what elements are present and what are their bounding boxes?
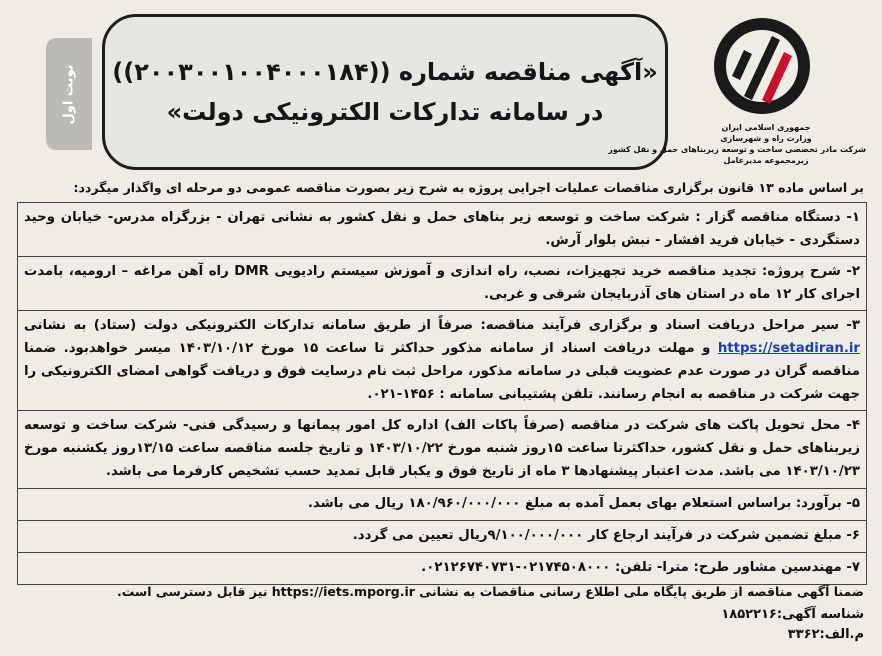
- round-badge-text: نوبت اول: [61, 63, 77, 125]
- org-line: وزارت راه و شهرسازی: [720, 134, 812, 143]
- notice-header: [30, 8, 866, 168]
- item-project-description: ۲- شرح پروژه: تجدید مناقصه خرید تجهیزات، نصب، راه اندازی و آموزش سیستم رادیویی DMR راه آهن مراغه – ارومیه، بامدت اجرای کار ۱۲ ماه در استان های آذربایجان شرقی و غربی.: [18, 257, 866, 311]
- org-line: جمهوری اسلامی ایران: [721, 123, 811, 132]
- notice-title-line2: در سامانه تدارکات الکترونیکی دولت»: [166, 98, 604, 126]
- notice-id: شناسه آگهی:۱۸۵۲۲۱۶: [721, 607, 864, 622]
- organization-lines: [608, 122, 866, 166]
- item-3-text-b: و مهلت دریافت اسناد از سامانه مذکور حداکثر تا ساعت ۱۵ مورخ ۱۴۰۳/۱۰/۱۲ میسر خواهدبود. ضمنا مناقصه گران در صورت عدم عضویت قبلی در سامانه مذکور، مراحل ثبت نام درسایت فوق و دریافت گواهی امضای الکترونیکی را جهت شرکت در مناقصه به انجام رسانند. تلفن پشتیبانی سامانه : ۱۴۵۶-۰۲۱.: [24, 341, 860, 402]
- intro-text: بر اساس ماده ۱۳ قانون برگزاری مناقصات عملیات اجرایی پروژه به شرح زیر بصورت مناقصه عمومی دو مرحله ای واگذار میگردد:: [73, 180, 864, 195]
- item-document-process: [18, 311, 866, 411]
- item-delivery-location: ۴- محل تحویل پاکت های شرکت در مناقصه (صرفاً پاکات الف) اداره کل امور پیمانها و رسیدگی فنی- شرکت ساخت و توسعه زیربناهای حمل و نقل کشور، حداکثرتا ساعت ۱۵روز شنبه مورخ ۱۴۰۳/۱۰/۲۲ و تاریخ جلسه مناقصه ساعت ۱۳/۱۵روز یکشنبه مورخ ۱۴۰۳/۱۰/۲۳ می باشد. مدت اعتبار پیشنهادها ۳ ماه از تاریخ فوق و یکبار قابل تمدید حسب تشخیص کارفرما می باشد.: [18, 411, 866, 489]
- round-badge: [46, 38, 92, 150]
- org-line: زیرمجموعه مدیرعامل: [723, 156, 809, 165]
- setadiran-link[interactable]: https://setadiran.ir: [717, 341, 860, 356]
- ministry-logo-block: [608, 8, 866, 168]
- title-box: [102, 14, 668, 170]
- org-line: شرکت مادر تخصصی ساخت و توسعه زیربناهای حمل و نقل کشور: [608, 145, 866, 154]
- item-estimate: ۵- برآورد: براساس استعلام بهای بعمل آمده به مبلغ ۱۸۰/۹۶۰/۰۰۰/۰۰۰ ریال می باشد.: [18, 489, 866, 521]
- items-table: [17, 202, 867, 585]
- item-3-text-a: ۳- سیر مراحل دریافت اسناد و برگزاری فرآیند مناقصه: صرفاً از طریق سامانه تدارکات الکترونیکی دولت (ستاد) به نشانی: [24, 318, 860, 333]
- item-consultant: ۷- مهندسین مشاور طرح: مترا- تلفن: ۰۲۱۷۴۵۰۸۰۰۰-۰۲۱۲۶۷۴۰۷۳۱.: [421, 560, 860, 575]
- ministry-logo-icon: [714, 16, 810, 120]
- item-tender-organizer: ۱- دستگاه مناقصه گزار : شرکت ساخت و توسعه زیر بناهای حمل و نقل کشور به نشانی تهران - بزرگراه مدرس- خیابان وحید دستگردی - خیابان فرید افشار - نبش بلوار آرش.: [18, 203, 866, 257]
- footer-note: ضمنا آگهی مناقصه از طریق پایگاه ملی اطلاع رسانی مناقصات به نشانی https://iets.mporg.ir نیز قابل دسترسی است.: [116, 584, 864, 599]
- item-guarantee: ۶- مبلغ تضمین شرکت در فرآیند ارجاع کار ۹/۱۰۰/۰۰۰/۰۰۰ریال تعیین می گردد.: [18, 521, 866, 553]
- notice-code: م.الف:۳۳۶۲: [787, 627, 864, 642]
- notice-title-line1: «آگهی مناقصه شماره ((۲۰۰۳۰۰۱۰۰۴۰۰۰۱۸۴)): [112, 58, 658, 86]
